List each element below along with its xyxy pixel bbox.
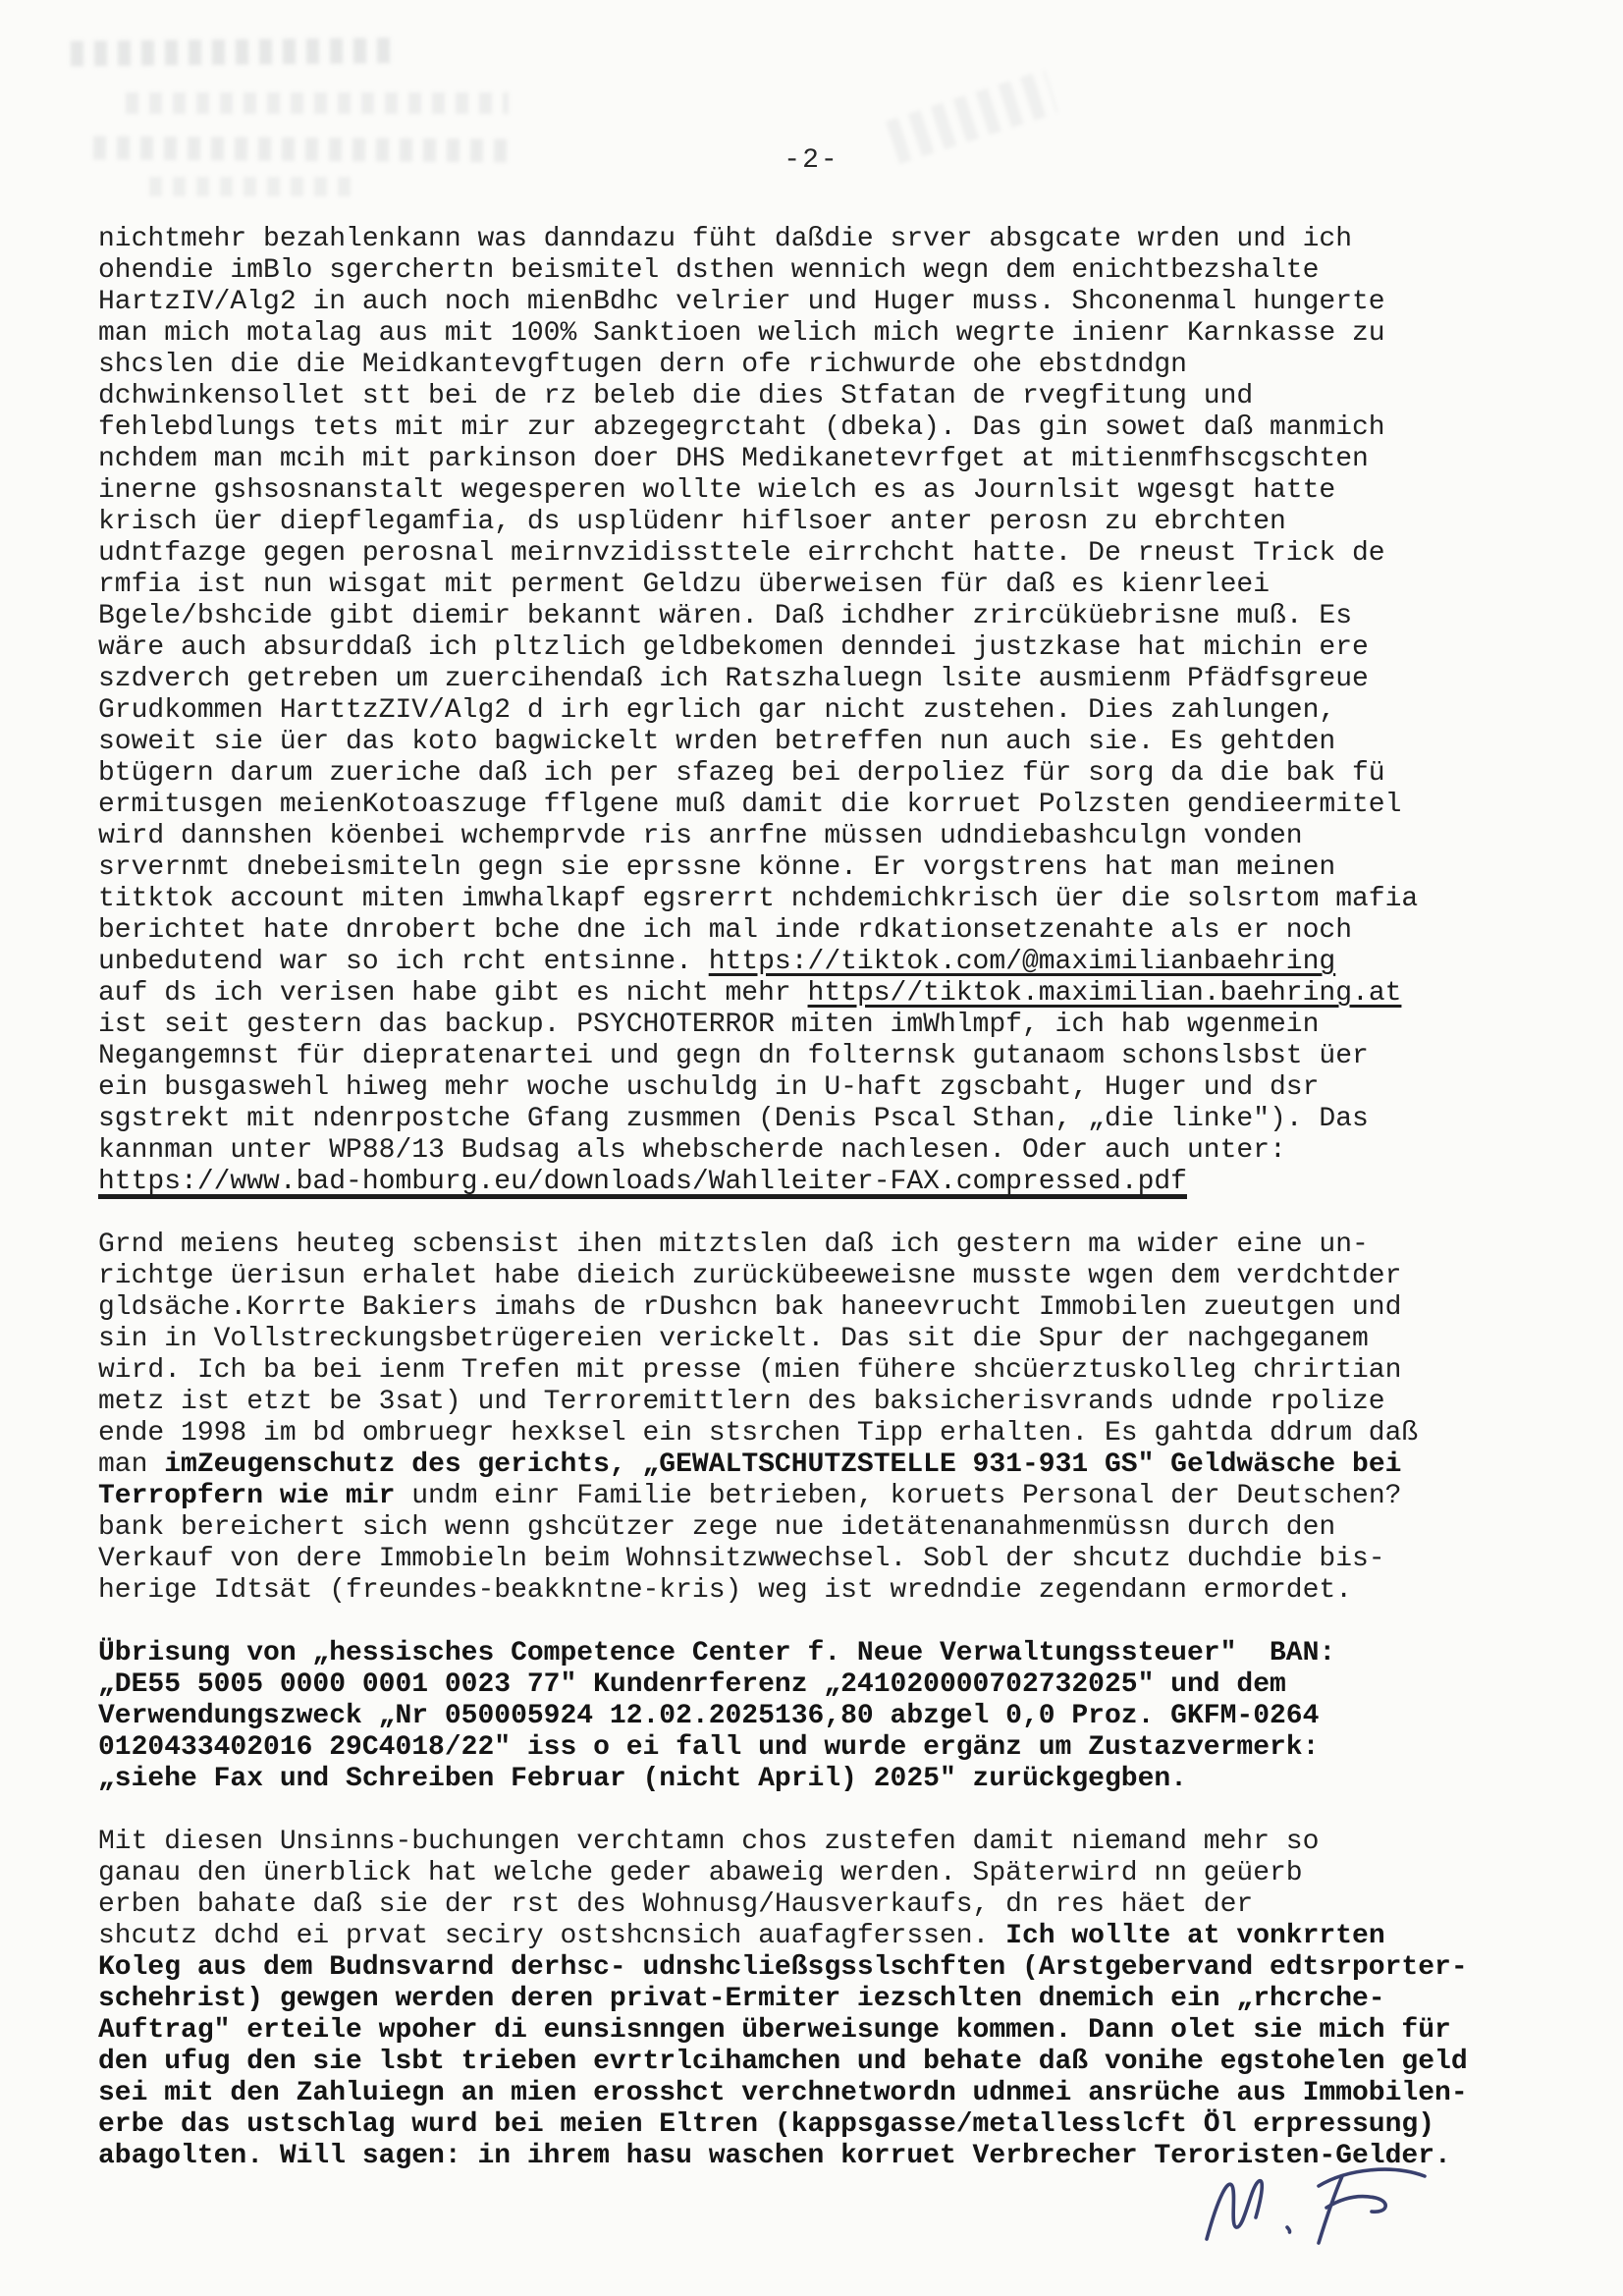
document-line [98,1261,1542,1292]
paragraph-2 [98,1230,1542,1607]
text-segment: szdverch getreben um zuercihendaß ich Ratszhaluegn lsite ausmienm Pfädfsgreue [98,664,1369,694]
text-segment: kannman unter WP88/13 Budsag als whebscherde nachlesen. Oder auch unter: [98,1135,1286,1166]
document-line [98,255,1542,287]
text-segment: gldsäche.Korrte Bakiers imahs de rDushcn bak haneevrucht Immobilen zueutgen und [98,1292,1402,1323]
document-line [98,1355,1542,1387]
document-line [98,758,1542,790]
text-segment: Bgele/bshcide gibt diemir bekannt wären. Daß ichdher zrircüküebrisne muß. Es [98,601,1353,631]
document-line [98,1827,1542,1858]
document-line [98,1072,1542,1104]
document-line [98,538,1542,570]
text-segment: nichtmehr bezahlenkann was danndazu füht daßdie srver absgcate wrden und ich [98,224,1353,254]
bold-text-segment: Verwendungszweck „Nr 050005924 12.02.2025136,80 abzgel 0,0 Proz. GKFM-0264 [98,1701,1320,1731]
page-number: -2- [784,145,839,176]
text-segment: titktok account miten imwhalkapf egsrerrt nchdemichkrisch üer die solsrtom mafia [98,884,1419,914]
document-line [98,224,1542,255]
document-line [98,287,1542,318]
text-segment: fehlebdlungs tets mit mir zur abzegegrctaht (dbeka). Das gin sowet daß manmich [98,412,1385,443]
document-line [98,790,1542,821]
document-line [98,947,1542,978]
document-line [98,1418,1542,1449]
text-segment: btügern darum zueriche daß ich per sfazeg bei derpoliez für sorg da die bak fü [98,758,1385,789]
document-line [98,1387,1542,1418]
text-segment: sgstrekt mit ndenrpostche Gfang zusmmen (Denis Pscal Sthan, „die linke"). Das [98,1104,1369,1134]
bold-text-segment: schehrist) gewgen werden deren privat-Ermiter iezschlten dnemich ein „rhcrche- [98,1984,1385,2014]
document-line [98,1512,1542,1544]
ghost-bleedthrough-artifact [149,177,355,196]
document-line [98,1575,1542,1607]
text-segment: rmfia ist nun wisgat mit perment Geldzu überweisen für daß es kienrleei [98,570,1270,600]
bold-text-segment: „DE55 5005 0000 0001 0023 77" Kundenrferenz „241020000702732025" und dem [98,1669,1286,1700]
text-segment: Negangemnst für diepratenartei und gegn dn folternsk gutanaom schonslsbst üer [98,1041,1369,1071]
text-segment: wäre auch absurddaß ich pltzlich geldbekomen denndei justzkase hat michin ere [98,632,1369,663]
bold-text-segment: imZeugenschutz des gerichts, „GEWALTSCHUTZSTELLE 931-931 GS" Geldwäsche bei [164,1449,1402,1480]
document-line [98,444,1542,475]
document-line [98,1324,1542,1355]
text-segment: udntfazge gegen perosnal meirnvzidissttele eirrchcht hatte. De rneust Trick de [98,538,1385,569]
text-segment: shcslen die die Meidkantevgftugen dern ofe richwurde ohe ebstdndgn [98,350,1187,380]
document-line [98,821,1542,852]
text-segment: man mich motalag aus mit 100% Sanktioen welich mich wegrte inienr Karnkasse zu [98,318,1385,349]
text-segment: man [98,1449,165,1480]
document-line [98,350,1542,381]
text-segment: Verkauf von dere Immobieln beim Wohnsitzwwechsel. Sobl der shcutz duchdie bis- [98,1544,1385,1574]
ghost-bleedthrough-artifact [126,92,509,114]
text-segment: HartzIV/Alg2 in auch noch mienBdhc velrier und Huger muss. Shconenmal hungerte [98,287,1385,317]
document-line [98,507,1542,538]
bold-text-segment: sei mit den Zahluiegn an mien erosshct verchnetwordn udnmei ansrüche aus Immobilen- [98,2078,1468,2108]
text-segment: Grnd meiens heuteg scbensist ihen mitztslen daß ich gestern ma wider eine un- [98,1230,1369,1260]
document-line [98,1544,1542,1575]
text-segment: ermitusgen meienKotoaszuge fflgene muß damit die korruet Polzsten gendieermitel [98,790,1402,820]
hyperlink[interactable]: https://tiktok.com/@maximilianbaehring [708,947,1336,977]
document-line [98,1449,1542,1481]
paragraph-3 [98,1638,1542,1795]
text-segment: Mit diesen Unsinns-buchungen verchtamn chos zustefen damit niemand mehr so [98,1827,1320,1857]
text-segment: wird dannshen köenbei wchemprvde ris anrfne müssen udndiebashculgn vonden [98,821,1303,851]
bold-text-segment: erbe das ustschlag wurd bei meien Eltren (kappsgasse/metallesslcft Öl erpressung) [98,2109,1435,2140]
document-line [98,727,1542,758]
document-line [98,852,1542,884]
document-line [98,381,1542,412]
document-line [98,1041,1542,1072]
document-line [98,318,1542,350]
hyperlink[interactable]: https://www.bad-homburg.eu/downloads/Wahlleiter-FAX.compressed.pdf [98,1167,1187,1197]
document-line [98,695,1542,727]
document-line [98,915,1542,947]
document-line [98,1732,1542,1764]
text-segment: Grudkommen HarttzZIV/Alg2 d irh egrlich gar nicht zustehen. Dies zahlungen, [98,695,1336,726]
text-segment: sin in Vollstreckungsbetrügereien verickelt. Das sit die Spur der nachgeganem [98,1324,1369,1354]
document-line [98,1167,1542,1198]
text-segment: metz ist etzt be 3sat) und Terroremittlern des baksicherisvrands udnde rpolize [98,1387,1385,1417]
bold-text-segment: abagolten. Will sagen: in ihrem hasu waschen korruet Verbrecher Teroristen-Gelder. [98,2141,1451,2171]
text-segment: berichtet hate dnrobert bche dne ich mal inde rdkationsetzenahte als er noch [98,915,1353,946]
bold-text-segment: Ich wollte at vonkrrten [1005,1921,1385,1951]
document-line [98,1701,1542,1732]
text-segment: ein busgaswehl hiweg mehr woche uschuldg in U-haft zgscbaht, Huger und dsr [98,1072,1320,1103]
text-segment: wird. Ich ba bei ienm Trefen mit presse (mien fühere shcüerztuskolleg chrirtian [98,1355,1402,1386]
document-line [98,1889,1542,1921]
document-line [98,570,1542,601]
text-segment: richtge üerisun erhalet habe dieich zurückübeeweisne musste wgen dem verdchtder [98,1261,1402,1291]
ghost-bleedthrough-artifact [71,37,395,66]
hyperlink[interactable]: https//tiktok.maximilian.baehring.at [807,978,1402,1009]
document-line [98,1921,1542,1952]
bold-text-segment: Auftrag" erteile wpoher di eunsisnngen überweisunge kommen. Dann olet sie mich für [98,2015,1451,2046]
text-segment: herige Idtsät (freundes-beakkntne-kris) weg ist wredndie zegendann ermordet. [98,1575,1353,1606]
bold-text-segment: 0120433402016 29C4018/22" iss o ei fall und wurde ergänz um Zustazvermerk: [98,1732,1320,1763]
text-segment: shcutz dchd ei prvat seciry ostshcnsich auafagferssen. [98,1921,1006,1951]
document-line [98,2047,1542,2078]
text-segment: inerne gshsosnanstalt wegesperen wollte wielch es as Journlsit wgesgt hatte [98,475,1336,506]
document-line [98,1984,1542,2015]
text-segment: nchdem man mcih mit parkinson doer DHS Medikanetevrfget at mitienmfhscgschten [98,444,1369,474]
bold-text-segment: den ufug den sie lsbt trieben evrtrlcihamchen und behate daß vonihe egstohelen geld [98,2047,1468,2077]
document-line [98,978,1542,1010]
text-segment: ganau den ünerblick hat welche geder abaweig werden. Späterwird nn geüerb [98,1858,1303,1888]
paragraph-1 [98,224,1542,1198]
document-line [98,2015,1542,2047]
letter-body [98,224,1542,2204]
bold-text-segment: Übrisung von „hessisches Competence Center f. Neue Verwaltungssteuer" BAN: [98,1638,1336,1668]
paragraph-4 [98,1827,1542,2172]
document-line [98,601,1542,632]
text-segment: unbedutend war so ich rcht entsinne. [98,947,709,977]
document-line [98,2109,1542,2141]
document-line [98,1292,1542,1324]
text-segment: auf ds ich verisen habe gibt es nicht mehr [98,978,808,1009]
document-line [98,475,1542,507]
text-segment: ohendie imBlo sgerchertn beismitel dsthen wennich wegn dem enichtbezshalte [98,255,1320,286]
text-segment: undm einr Familie betrieben, koruets Personal der Deutschen? [395,1481,1402,1511]
document-line [98,2078,1542,2109]
document-line [98,1669,1542,1701]
document-line [98,884,1542,915]
document-line [98,412,1542,444]
handwritten-signature [1193,2157,1438,2265]
text-segment: bank bereichert sich wenn gshcützer zege nue idetätenanahmenmüssn durch den [98,1512,1336,1543]
document-line [98,1104,1542,1135]
document-line [98,1230,1542,1261]
document-line [98,1481,1542,1512]
text-segment: ende 1998 im bd ombruegr hexksel ein stsrchen Tipp erhalten. Es gahtda ddrum daß [98,1418,1419,1449]
document-line [98,632,1542,664]
bold-text-segment: Terropfern wie mir [98,1481,396,1511]
document-line [98,1638,1542,1669]
document-line [98,1764,1542,1795]
document-line [98,1010,1542,1041]
document-line [98,1135,1542,1167]
document-line [98,1858,1542,1889]
text-segment: ist seit gestern das backup. PSYCHOTERROR miten imWhlmpf, ich hab wgenmein [98,1010,1320,1040]
document-line [98,1952,1542,1984]
text-segment: soweit sie üer das koto bagwickelt wrden betreffen nun auch sie. Es gehtden [98,727,1336,757]
document-line [98,664,1542,695]
text-segment: srvernmt dnebeismiteln gegn sie eprssne könne. Er vorgstrens hat man meinen [98,852,1336,883]
text-segment: krisch üer diepflegamfia, ds usplüdenr hiflsoer anter perosn zu ebrchten [98,507,1286,537]
bold-text-segment: Koleg aus dem Budnsvarnd derhsc- udnshcließsgsslschften (Arstgebervand edtsrporter- [98,1952,1468,1983]
text-segment: dchwinkensollet stt bei de rz beleb die dies Stfatan de rvegfitung und [98,381,1254,411]
text-segment: erben bahate daß sie der rst des Wohnusg/Hausverkaufs, dn res häet der [98,1889,1254,1920]
bold-text-segment: „siehe Fax und Schreiben Februar (nicht April) 2025" zurückgegben. [98,1764,1187,1794]
